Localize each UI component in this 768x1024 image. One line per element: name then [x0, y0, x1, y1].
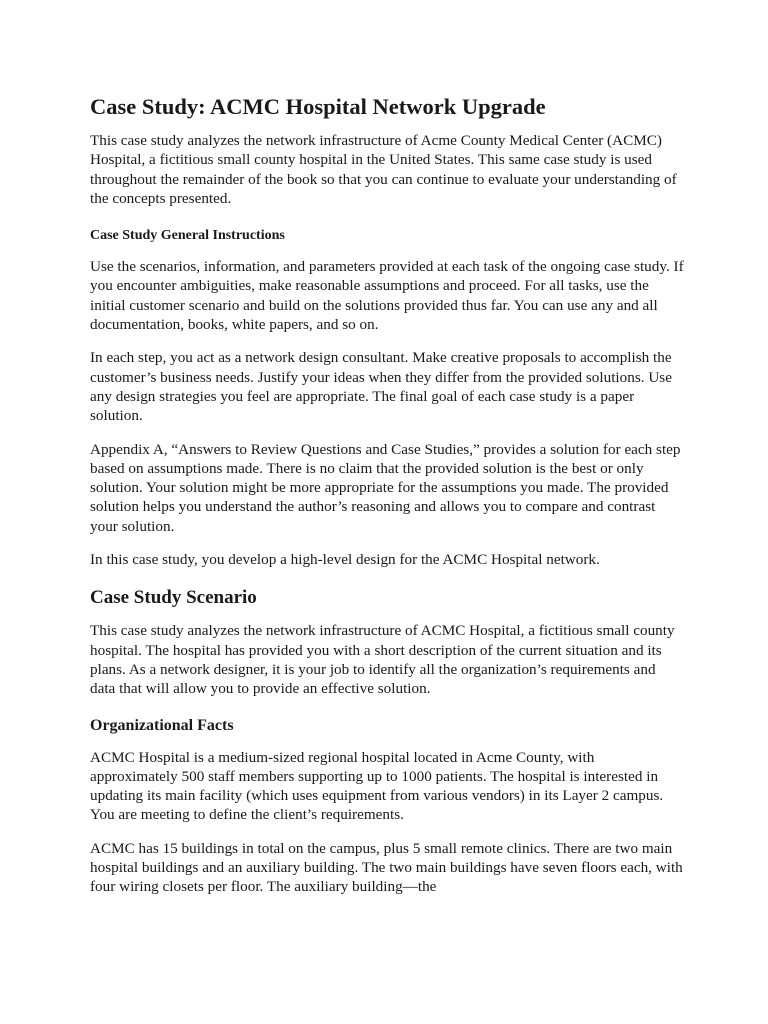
instructions-paragraph-3: Appendix A, “Answers to Review Questions and Case Studies,” provides a solution for each step based on assumptions made. There is no claim that the provided solution is the best or only solution. Your solution might be more appropriate for the assumptions you made. The provided solution helps you understand the author’s reasoning and allows you to compare and contrast your solution.	[90, 440, 681, 535]
scenario-heading: Case Study Scenario	[90, 587, 257, 609]
scenario-paragraph: This case study analyzes the network infrastructure of ACMC Hospital, a fictitious small county hospital. The hospital has provided you with a short description of the current situation and its plans. As a network designer, it is your job to identify all the organization’s requirements and data that will allow you to provide an effective solution.	[90, 622, 675, 698]
general-instructions-heading: Case Study General Instructions	[90, 228, 285, 244]
instructions-paragraph-1: Use the scenarios, information, and parameters provided at each task of the ongoing case study. If you encounter ambiguities, make reasonable assumptions and proceed. For all tasks, use the initial customer scenario and build on the solutions provided thus far. You can use any and all documentation, books, white papers, and so on.	[90, 258, 684, 334]
facts-paragraph-2: ACMC has 15 buildings in total on the campus, plus 5 small remote clinics. There are two main hospital buildings and an auxiliary building. The two main buildings have seven floors each, with four wiring closets per floor. The auxiliary building—the	[90, 839, 683, 896]
instructions-paragraph-2: In each step, you act as a network design consultant. Make creative proposals to accomplish the customer’s business needs. Justify your ideas when they differ from the provided solutions. Use any design strategies you feel are appropriate. The final goal of each case study is a paper solution.	[90, 349, 672, 425]
instructions-paragraph-4: In this case study, you develop a high-level design for the ACMC Hospital network.	[90, 551, 600, 569]
facts-paragraph-1: ACMC Hospital is a medium-sized regional hospital located in Acme County, with approximately 500 staff members supporting up to 1000 patients. The hospital is interested in updating its main facility (which uses equipment from various vendors) in its Layer 2 campus. You are meeting to define the client’s requirements.	[90, 748, 664, 824]
document-title: Case Study: ACMC Hospital Network Upgrade	[90, 94, 546, 119]
intro-paragraph: This case study analyzes the network infrastructure of Acme County Medical Center (ACMC) Hospital, a fictitious small county hospital in the United States. This same case study is used throughout the remainder of the book so that you can continue to evaluate your understanding of the concepts presented.	[90, 132, 677, 207]
organizational-facts-heading: Organizational Facts	[90, 716, 234, 734]
